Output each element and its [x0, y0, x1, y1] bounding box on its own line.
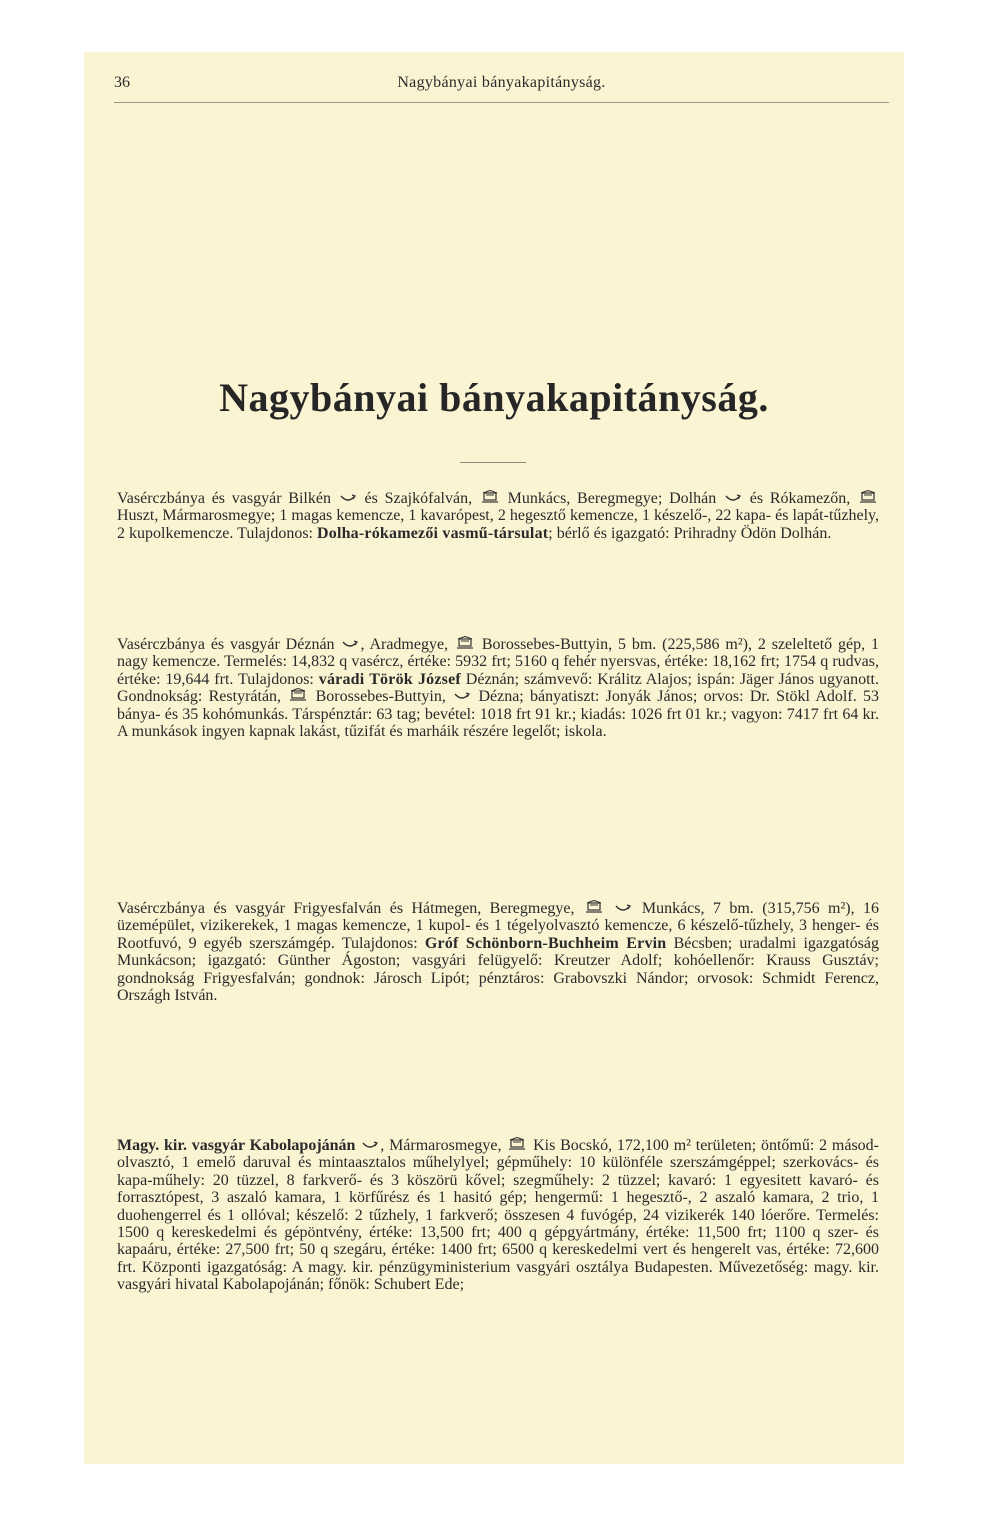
- entry-text: Borossebes-Buttyin, 5 bm. (225,586 m²), 2 szeleltető gép, 1 nagy kemencze. Termelés: 14,832 q vasércz, értéke: 5932 frt; 5160 q fehér nyersvas, értéke: 18,162 frt; 1754 q rudvas, értéke: 19,644 frt. Tulajdonos:: [117, 636, 880, 688]
- railway-station-icon: [289, 688, 307, 705]
- entry-text: Munkács, Beregmegye; Dolhán: [500, 490, 723, 507]
- entry-text: [355, 1137, 360, 1154]
- entry-text: Vasérczbánya és vasgyár Bilkén: [117, 490, 338, 507]
- post-horn-icon: [340, 490, 356, 507]
- post-horn-icon: [725, 490, 741, 507]
- entry-text: Vasérczbánya és vasgyár Déznán: [117, 636, 341, 653]
- entry-text: , Mármarosmegye,: [380, 1137, 507, 1154]
- entry-text: Kis Bocskó, 172,100 m² területen; öntőmű: 2 másod-olvasztó, 1 emelő daruval és mintaasztalos műhelylyel; gépműhely: 10 különféle szerszámgéppel; szerkovács- és kapa-műhely: 20 tüzzel, 8 farkverő- és 3 köszörü kővel; szegműhely: 2 tüzzel; kavaró: 1 egyesitett kavaró- és forrasztópest, 3 aszaló kamara, 1 körfűrész és 1 hasitó gép; hengermű: 1 hegesztő-, 2 aszaló kamara, 2 trio, 1 duohengerrel és 1 ollóval; készelő: 2 tűzhely, 1 farkverő; összesen 4 fuvógép, 24 vizikerék 140 lóerőre. Termelés: 1500 q kereskedelmi és gépöntvény, értéke: 13,500 frt; 400 q gépgyártmány, értéke: 11,500 frt; 1100 q szer- és kapaáru, értéke: 27,500 frt; 50 q szegáru, értéke: 1400 frt; 6500 q kereskedelmi vert és hengerelt vas, értéke: 72,600 frt. Központi igazgatóság: A magy. kir. pénzügyministerium vasgyári osztálya Budapesten. Művezetőség: magy. kir. vasgyári hivatal Kabolapojánán; főnök: Schubert Ede;: [117, 1137, 880, 1294]
- entry-text: Huszt, Mármarosmegye; 1 magas kemencze, 1 kavarópest, 2 hegesztő kemencze, 1 készelő-, 22 kapa- és lapát-tűzhely, 2 kupolkemencze. Tulajdonos:: [117, 507, 879, 542]
- book-page: [84, 52, 904, 1464]
- entry-frigyesfalva: [117, 900, 879, 1004]
- entry-bilke-dolha: [117, 490, 879, 542]
- page-number: 36: [114, 74, 130, 91]
- post-horn-icon: [454, 688, 470, 705]
- entry-text: , Aradmegye,: [360, 636, 454, 653]
- entry-text: [605, 900, 613, 917]
- entry-text: és Rókamezőn,: [742, 490, 857, 507]
- owner-name: Gróf Schönborn-Buchheim Ervin: [424, 934, 667, 952]
- owner-name: Dolha-rókamezői vasmű-társulat: [316, 524, 549, 542]
- entry-text: ; bérlő és igazgató: Prihradny Ödön Dolhán.: [548, 524, 832, 542]
- post-horn-icon: [342, 636, 358, 653]
- railway-station-icon: [481, 490, 499, 507]
- entry-dezna: [117, 636, 879, 740]
- entry-text: és Szajkófalván,: [357, 490, 479, 507]
- title-rule: [460, 462, 526, 463]
- entry-lead: Magy. kir. vasgyár Kabolapojánán: [117, 1137, 356, 1154]
- entry-text: Borossebes-Buttyin,: [309, 688, 453, 706]
- entry-kabolapojana: [117, 1137, 879, 1294]
- railway-station-icon: [585, 900, 603, 917]
- running-title: Nagybányai bányakapitányság.: [397, 74, 606, 91]
- post-horn-icon: [615, 900, 631, 917]
- entry-text: Dézna; bányatiszt: Jonyák János; orvos: Dr. Stökl Adolf. 53 bánya- és 35 kohómunkás. Társpénztár: 63 tag; bevétel: 1018 frt 91 kr.; kiadás: 1026 frt 01 kr.; vagyon: 7417 frt 64 kr. A munkások ingyen kapnak lakást, tűzifát és marháik részére legelőt; iskola.: [117, 688, 879, 741]
- entry-text: Bécsben; uradalmi igazgatóság Munkácson; igazgató: Günther Ágoston; vasgyári felügyelő: Kreutzer Adolf; kohóellenőr: Krauss Gusztáv; gondnokság Frigyesfalván; gondnok: Járosch Lipót; pénztáros: Grabovszki Nándor; orvosok: Schmidt Ferencz, Országh István.: [117, 934, 879, 1005]
- owner-name: váradi Török József: [318, 670, 461, 688]
- entry-text: Vasérczbánya és vasgyár Frigyesfalván és Hátmegen, Beregmegye,: [117, 900, 583, 917]
- section-title: Nagybányai bányakapitányság.: [219, 375, 769, 420]
- post-horn-icon: [362, 1137, 378, 1154]
- header-rule: [114, 102, 889, 103]
- railway-station-icon: [456, 636, 474, 653]
- running-head: [114, 74, 889, 100]
- entry-text: Déznán; számvevő: Králitz Alajos; ispán: Jäger János ugyanott. Gondnokság: Restyrátán,: [117, 670, 879, 706]
- railway-station-icon: [508, 1137, 526, 1154]
- entry-text: Munkács, 7 bm. (315,756 m²), 16 üzemépület, vizikerekek, 1 magas kemencze, 1 kupol- és 1 tégelyolvasztó kemencze, 6 készelő-tűzhely, 3 henger- és Rootfuvó, 9 egyéb szerszámgép. Tulajdonos:: [117, 900, 880, 952]
- railway-station-icon: [859, 490, 877, 507]
